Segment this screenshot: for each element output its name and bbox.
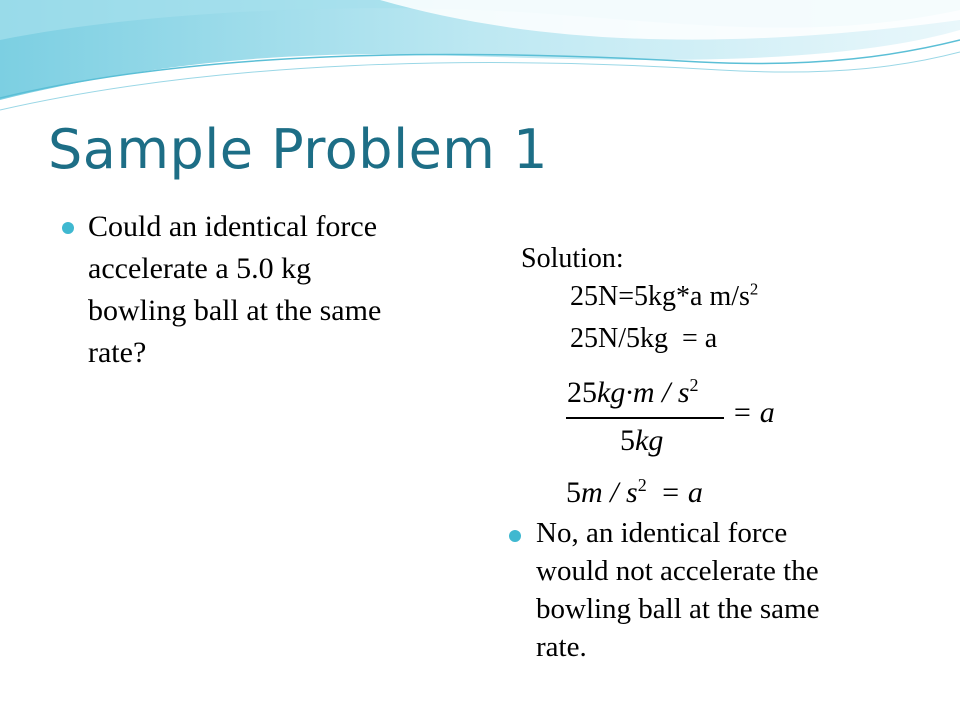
result-equation: [566, 476, 703, 510]
solution-step-1-exponent: 2: [749, 279, 759, 299]
question-line: Could an identical force: [88, 210, 378, 243]
answer-line: bowling ball at the same: [536, 593, 820, 625]
result-equals-a: = a: [660, 476, 703, 509]
numerator-exponent: 2: [689, 375, 699, 395]
bullet-icon: [509, 530, 521, 542]
fraction-numerator: [567, 376, 699, 410]
answer-line: would not accelerate the: [536, 555, 819, 587]
slide-title: Sample Problem 1: [48, 118, 548, 181]
numerator-coefficient: 25: [567, 376, 597, 409]
denominator-coefficient: 5: [620, 424, 635, 457]
answer-line: rate.: [536, 631, 587, 663]
bullet-icon: [62, 222, 74, 234]
solution-step-1-text: 25N=5kg*a m/s: [570, 281, 750, 312]
fraction-equals-a: = a: [732, 396, 775, 429]
solution-step-2: 25N/5kg = a: [570, 323, 718, 354]
result-coefficient: 5: [566, 476, 581, 509]
numerator-units: kg·m / s: [597, 376, 690, 409]
fraction-bar: [566, 417, 724, 419]
header-wave-decoration: [0, 0, 960, 120]
result-units: m / s: [581, 476, 638, 509]
question-line: rate?: [88, 336, 147, 369]
fraction-denominator: [620, 424, 663, 458]
answer-line: No, an identical force: [536, 517, 788, 549]
solution-heading: Solution:: [521, 243, 624, 274]
question-line: accelerate a 5.0 kg: [88, 252, 312, 285]
answer-text: [536, 514, 820, 666]
question-text: [88, 206, 381, 374]
result-exponent: 2: [637, 475, 647, 495]
denominator-units: kg: [635, 424, 664, 457]
solution-step-1: [570, 276, 758, 318]
question-line: bowling ball at the same: [88, 294, 382, 327]
